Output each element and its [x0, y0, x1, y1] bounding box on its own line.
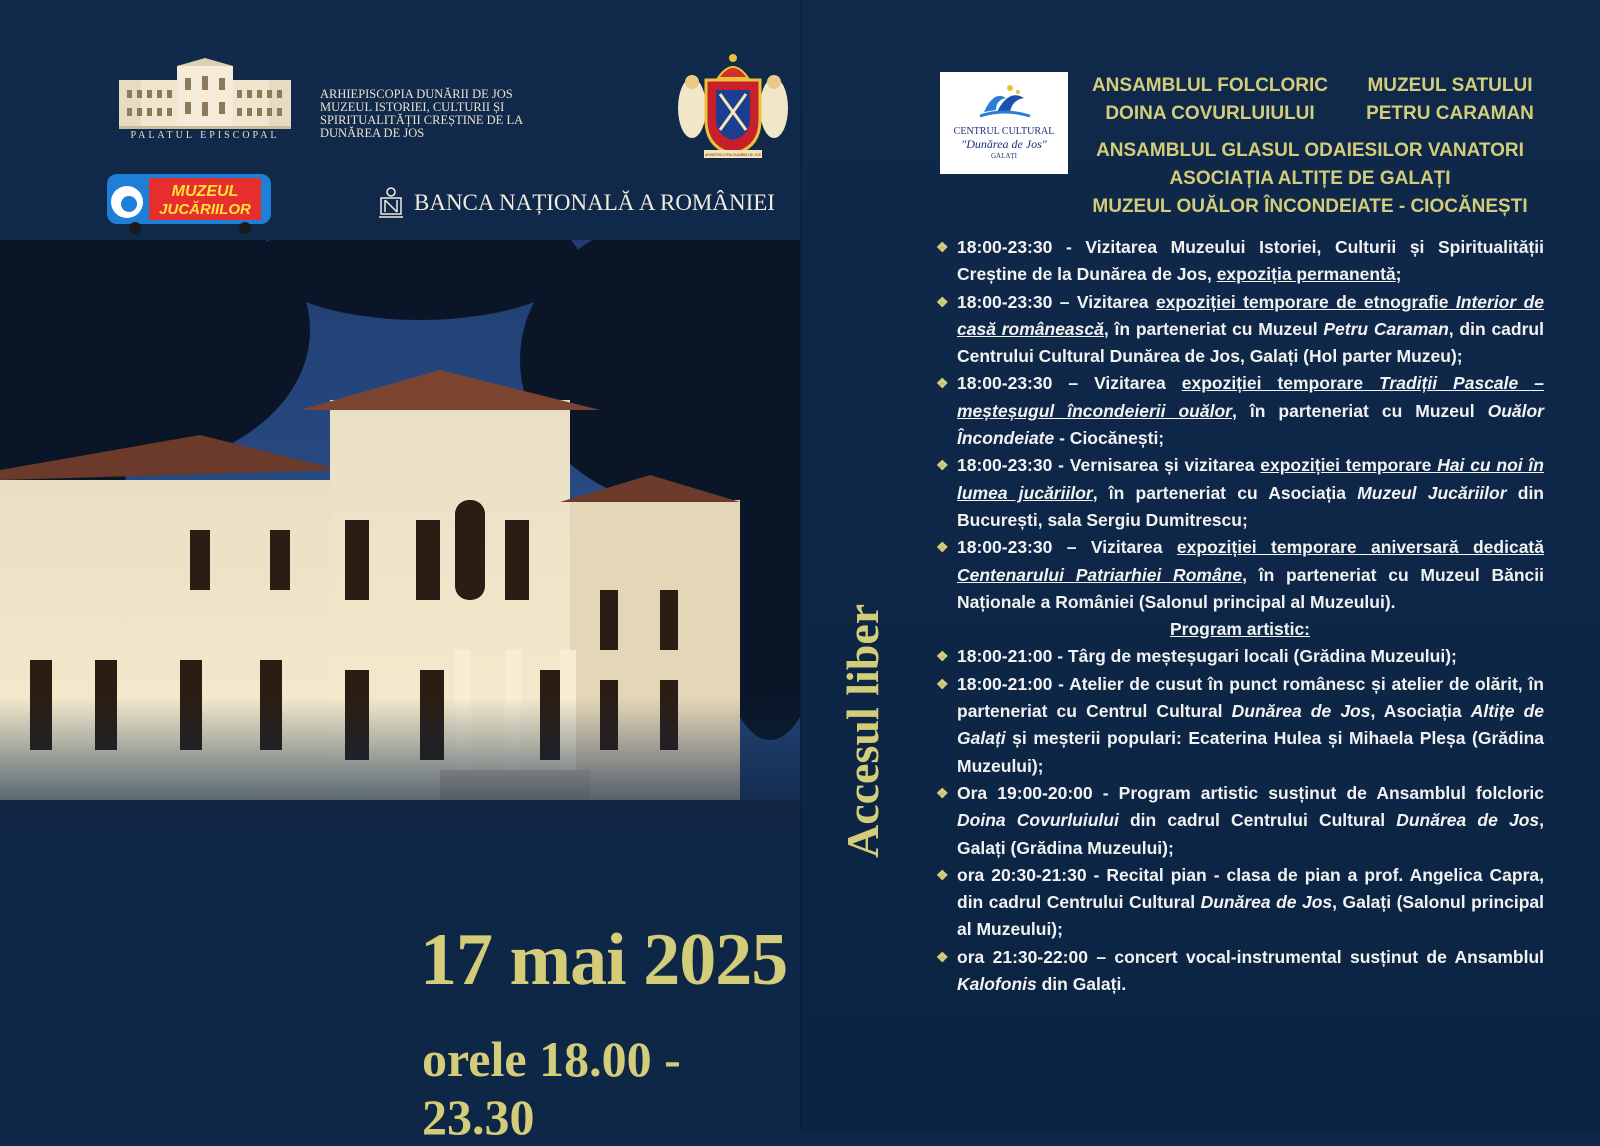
program-item: [936, 234, 1544, 289]
artistic-italic: Dunărea de Jos: [1200, 892, 1333, 913]
archdiocese-line: DUNĂREA DE JOS: [320, 126, 425, 140]
program-time: 18:00-23:30 –: [957, 291, 1077, 312]
artistic-italic: Kalofonis: [957, 974, 1037, 995]
cultural-center-name: [940, 126, 1068, 162]
program-exhibition-title: Hai cu noi în lumea jucăriilor: [957, 455, 1544, 503]
cultural-center-line: CENTRUL CULTURAL: [953, 126, 1055, 137]
diamond-bullet-icon: ❖: [936, 457, 949, 474]
program-time: 18:00-23:30 -: [957, 455, 1070, 476]
program-italic: Petru Caraman: [1323, 318, 1449, 339]
artistic-text: din Galați.: [1036, 974, 1127, 995]
program-item: [936, 289, 1544, 371]
artistic-italic: Altițe de Galați: [957, 701, 1544, 749]
program-text: Vernisarea și vizitarea: [1069, 455, 1261, 476]
partner-line: DOINA COVURLUIULUI: [1105, 103, 1315, 124]
diamond-bullet-icon: ❖: [936, 539, 949, 556]
diamond-bullet-icon: ❖: [936, 375, 949, 392]
artistic-text: , Galați (Salonul principal al Muzeului);: [957, 892, 1545, 940]
left-panel: [0, 0, 800, 1145]
palace-label: PALATUL EPISCOPAL: [130, 130, 280, 141]
diamond-bullet-icon: ❖: [936, 948, 949, 965]
diamond-bullet-icon: ❖: [936, 239, 949, 255]
program-time: 18:00-23:30 –: [957, 373, 1095, 394]
program-underlined: expoziției temporare: [1181, 373, 1380, 394]
artistic-item: [936, 780, 1544, 862]
free-access-label: Accesul liber: [837, 603, 888, 858]
crest-motto: ARHIEPISCOPIA DUNĂRII DE JOS: [704, 153, 762, 157]
program-exhibition-title: Centenarului Patriarhiei Române: [957, 564, 1243, 585]
diamond-bullet-icon: ❖: [936, 784, 949, 801]
program-text: Vizitarea: [1090, 537, 1177, 558]
artistic-text: ora 21:30-22:00 – concert vocal-instrumental susținut de Ansamblul: [957, 946, 1544, 967]
cultural-center-line: GALAȚI: [990, 152, 1018, 160]
archdiocese-line: SPIRITUALITĂȚII CREȘTINE DE LA: [320, 113, 524, 127]
partner-line: MUZEUL SATULUI: [1367, 75, 1533, 96]
partner-line: ANSAMBLUL GLASUL ODAIESILOR VANATORI: [1096, 140, 1524, 161]
program-text: Vizitarea: [1094, 373, 1182, 394]
artistic-item: [936, 643, 1544, 670]
artistic-text: din cadrul Centrului Cultural: [1118, 810, 1397, 831]
program-text: , în parteneriat cu Muzeul Băncii Naționale a României (Salonul principal al Muzeului).: [957, 564, 1544, 612]
archdiocese-line: MUZEUL ISTORIEI, CULTURII ȘI: [320, 100, 505, 114]
artistic-text: 18:00-21:00 - Atelier de cusut în punct românesc și atelier de olărit, în parteneriat cu Centrul Cultural: [957, 673, 1544, 722]
bnr-logo: [376, 186, 775, 220]
archdiocese-crest: [666, 50, 800, 162]
archdiocese-text: [320, 88, 523, 140]
artistic-text: , Galați (Grădina Muzeului);: [957, 810, 1544, 858]
program-item: [936, 370, 1544, 452]
program-underlined: expoziției temporare: [1260, 455, 1438, 476]
program-italic: Ouălor Încondeiate: [957, 400, 1544, 449]
program-text: , din cadrul Centrului Cultural Dunărea de Jos, Galați (Hol parter Muzeu);: [957, 318, 1544, 367]
program-text: din București, sala Sergiu Dumitrescu;: [957, 482, 1545, 530]
program-underlined: expoziției temporare de etnografie: [1155, 291, 1456, 312]
artistic-text: Ora 19:00-20:00 - Program artistic susținut de Ansamblul folcloric: [957, 782, 1544, 803]
archdiocese-line: ARHIEPISCOPIA DUNĂRII DE JOS: [320, 87, 513, 101]
program-text: Vizitarea: [1076, 291, 1156, 312]
toy-museum-line: JUCĂRIILOR: [159, 201, 251, 218]
partners-list: [1080, 137, 1540, 221]
bnr-monogram-icon: [376, 186, 406, 220]
program-time: 18:00-23:30 –: [957, 537, 1091, 558]
program-underlined: expoziția permanentă: [1216, 264, 1396, 285]
artistic-program-heading: Program artistic:: [1169, 619, 1311, 640]
program-text: , în parteneriat cu Muzeul: [1231, 400, 1488, 421]
program-text: , în parteneriat cu Asociația: [1092, 482, 1358, 503]
program-text: ;: [1395, 264, 1402, 285]
artistic-item: [936, 944, 1544, 999]
diamond-bullet-icon: ❖: [936, 866, 949, 883]
artistic-text: ora 20:30-21:30 - Recital pian - clasa de pian a prof. Angelica Capra, din cadrul Centrului Cultural: [957, 864, 1544, 913]
program-time: 18:00-23:30 -: [957, 237, 1086, 257]
toy-museum-logo: [105, 172, 275, 236]
museum-building-photo: [0, 240, 800, 850]
program-exhibition-title: Tradiții Pascale – meșteșugul încondeierii ouălor: [957, 373, 1544, 421]
cultural-center-wave-icon: [940, 72, 1068, 130]
program-text: - Ciocănești;: [1054, 428, 1165, 449]
program-italic: Muzeul Jucăriilor: [1357, 482, 1507, 503]
program-item: [936, 452, 1544, 534]
partners-village-museum: [1360, 72, 1540, 128]
partner-line: ANSAMBLUL FOLCLORIC: [1091, 75, 1329, 96]
partners-folk-ensemble: [1080, 72, 1340, 128]
artistic-text: 18:00-21:00 - Târg de meșteșugari locali (Grădina Muzeului);: [957, 646, 1457, 667]
program-underlined: expoziției temporare aniversară dedicată: [1176, 537, 1544, 558]
artistic-italic: Dunărea de Jos: [1231, 701, 1371, 722]
program-exhibition-title: Interior de casă românească: [957, 291, 1544, 339]
event-date: 17 mai 2025: [420, 919, 788, 1001]
artistic-italic: Dunărea de Jos: [1396, 810, 1540, 831]
partner-line: PETRU CARAMAN: [1366, 103, 1534, 124]
bnr-name: BANCA NAȚIONALĂ A ROMÂNIEI: [414, 190, 775, 215]
diamond-bullet-icon: ❖: [936, 675, 949, 692]
artistic-item: [936, 671, 1544, 780]
program-list: [936, 234, 1544, 998]
artistic-italic: Doina Covurluiului: [957, 810, 1119, 831]
program-text: Vizitarea Muzeului Istoriei, Culturii și Spiritualității Creștine de la Dunărea de Jos,: [957, 237, 1544, 285]
diamond-bullet-icon: ❖: [936, 648, 949, 665]
event-hours: orele 18.00 - 23.30: [422, 1031, 681, 1145]
toy-museum-line: MUZEUL: [171, 183, 239, 200]
partner-line: MUZEUL OUĂLOR ÎNCONDEIATE - CIOCĂNEȘTI: [1092, 196, 1528, 217]
program-item: [936, 534, 1544, 616]
cultural-center-line: "Dunărea de Jos": [961, 137, 1047, 151]
partner-line: ASOCIAȚIA ALTIȚE DE GALAȚI: [1169, 168, 1451, 189]
diamond-bullet-icon: ❖: [936, 293, 949, 310]
artistic-text: , Asociația: [1370, 701, 1471, 722]
artistic-item: [936, 862, 1544, 944]
artistic-text: și meșterii populari: Ecaterina Hulea și Mihaela Pleșa (Grădina Muzeului);: [957, 728, 1544, 776]
program-text: , în parteneriat cu Muzeul: [1103, 318, 1324, 339]
